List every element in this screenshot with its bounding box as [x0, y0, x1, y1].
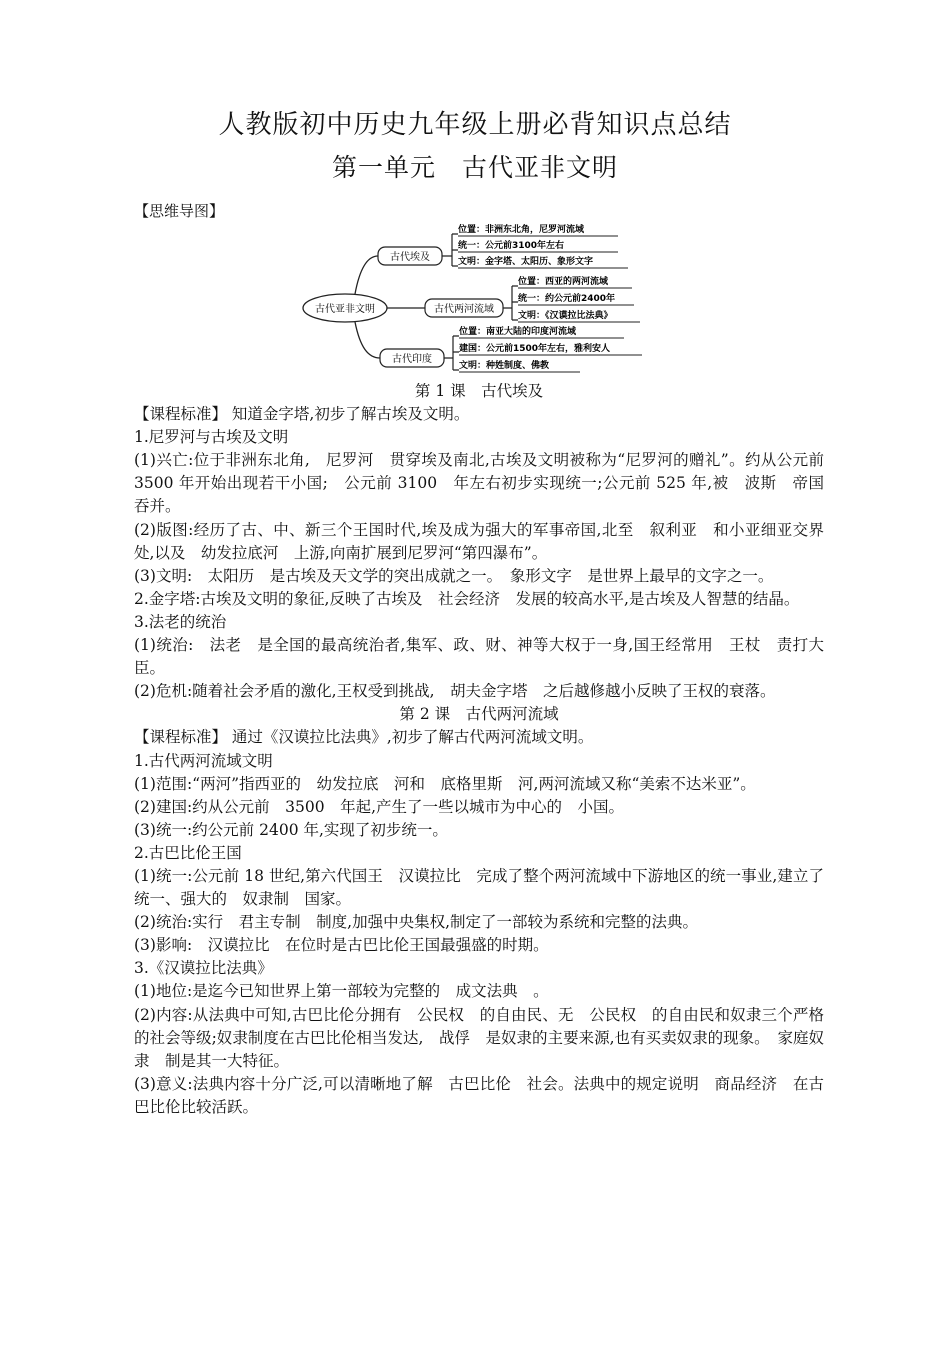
section-heading: 1.尼罗河与古埃及文明: [134, 428, 289, 447]
mindmap-label: 【思维导图】: [134, 202, 225, 220]
document-body: [134, 380, 840, 1119]
branch-item-india-1: 位置：南亚大陆的印度河流域: [459, 327, 577, 337]
lesson-2-heading: 第 2 课 古代两河流域: [399, 705, 559, 724]
paragraph: (1)统治: 法老 是全国的最高统治者,集军、政、财、神等大权于一身,国王经常用 王杖 责打大臣。: [134, 636, 824, 678]
section-heading: 2.古巴比伦王国: [134, 843, 242, 862]
lesson-1-heading: 第 1 课 古代埃及: [414, 382, 544, 400]
mindmap-diagram: [300, 222, 650, 378]
paragraph: (2)版图:经历了古、中、新三个王国时代,埃及成为强大的军事帝国,北至 叙利亚 和小亚细亚交界处,以及 幼发拉底河 上游,向南扩展到尼罗河“第四瀑布”。: [134, 520, 824, 562]
branch-item-egypt-3: 文明：金字塔、太阳历、象形文字: [458, 257, 594, 267]
paragraph: (3)影响: 汉谟拉比 在位时是古巴比伦王国最强盛的时期。: [134, 936, 549, 955]
lesson-1-standard: 【课程标准】 知道金字塔,初步了解古埃及文明。: [134, 405, 470, 424]
section-heading: 1.古代两河流域文明: [134, 751, 273, 770]
paragraph: (1)地位:是迄今已知世界上第一部较为完整的 成文法典 。: [134, 982, 549, 1001]
branch-item-india-3: 文明：种姓制度、佛教: [459, 361, 550, 371]
branch-item-egypt-1: 位置：非洲东北角，尼罗河流域: [458, 225, 585, 235]
paragraph: (3)统一:约公元前 2400 年,实现了初步统一。: [134, 820, 448, 839]
paragraph: (2)统治:实行 君主专制 制度,加强中央集权,制定了一部较为系统和完整的法典。: [134, 913, 699, 932]
paragraph: (3)意义:法典内容十分广泛,可以清晰地了解 古巴比伦 社会。法典中的规定说明 商品经济 在古巴比伦比较活跃。: [134, 1074, 824, 1116]
unit-title: 第一单元 古代亚非文明: [331, 153, 618, 182]
branch-label-egypt: 古代埃及: [390, 252, 430, 263]
mindmap-center-text: 古代亚非文明: [315, 304, 375, 315]
branch-item-mesopotamia-2: 统一：约公元前2400年: [518, 294, 616, 304]
section-heading: 3.法老的统治: [134, 612, 227, 631]
branch-item-mesopotamia-3: 文明：《汉谟拉比法典》: [518, 311, 613, 321]
paragraph: (1)范围:“两河”指西亚的 幼发拉底 河和 底格里斯 河,两河流域又称“美索不达米亚”。: [134, 774, 756, 793]
paragraph: (3)文明: 太阳历 是古埃及天文学的突出成就之一。 象形文字 是世界上最早的文字之一。: [134, 566, 774, 585]
paragraph: (2)危机:随着社会矛盾的激化,王权受到挑战, 胡夫金字塔 之后越修越小反映了王权的衰落。: [134, 682, 776, 701]
branch-item-mesopotamia-1: 位置：西亚的两河流域: [518, 277, 609, 287]
paragraph: 2.金字塔:古埃及文明的象征,反映了古埃及 社会经济 发展的较高水平,是古埃及人智慧的结晶。: [134, 589, 800, 608]
paragraph: (2)建国:约从公元前 3500 年起,产生了一些以城市为中心的 小国。: [134, 797, 625, 816]
branch-item-egypt-2: 统一：公元前3100年左右: [458, 241, 565, 251]
paragraph: (1)统一:公元前 18 世纪,第六代国王 汉谟拉比 完成了整个两河流域中下游地区的统一事业,建立了统一、强大的 奴隶制 国家。: [134, 866, 824, 909]
section-heading: 3.《汉谟拉比法典》: [134, 959, 273, 978]
branch-item-india-2: 建国：公元前1500年左右，雅利安人: [459, 344, 611, 354]
branch-label-india: 古代印度: [392, 354, 432, 365]
paragraph: (1)兴亡:位于非洲东北角, 尼罗河 贯穿埃及南北,古埃及文明被称为“尼罗河的赠礼”。约从公元前 3500 年开始出现若干小国; 公元前 3100 年左右初步实现统一;公元前 525 年,被 波斯 帝国 吞并。: [134, 451, 840, 516]
document-title: 人教版初中历史九年级上册必背知识点总结: [218, 110, 732, 140]
lesson-2-standard: 【课程标准】 通过《汉谟拉比法典》,初步了解古代两河流域文明。: [134, 728, 594, 747]
paragraph: (2)内容:从法典中可知,古巴比伦分拥有 公民权 的自由民、无 公民权 的自由民和奴隶三个严格的社会等级;奴隶制度在古巴比伦相当发达, 战俘 是奴隶的主要来源,也有买卖奴隶的现象。 家庭奴隶 制是其一大特征。: [134, 1005, 824, 1070]
branch-label-mesopotamia: 古代两河流域: [434, 304, 494, 315]
